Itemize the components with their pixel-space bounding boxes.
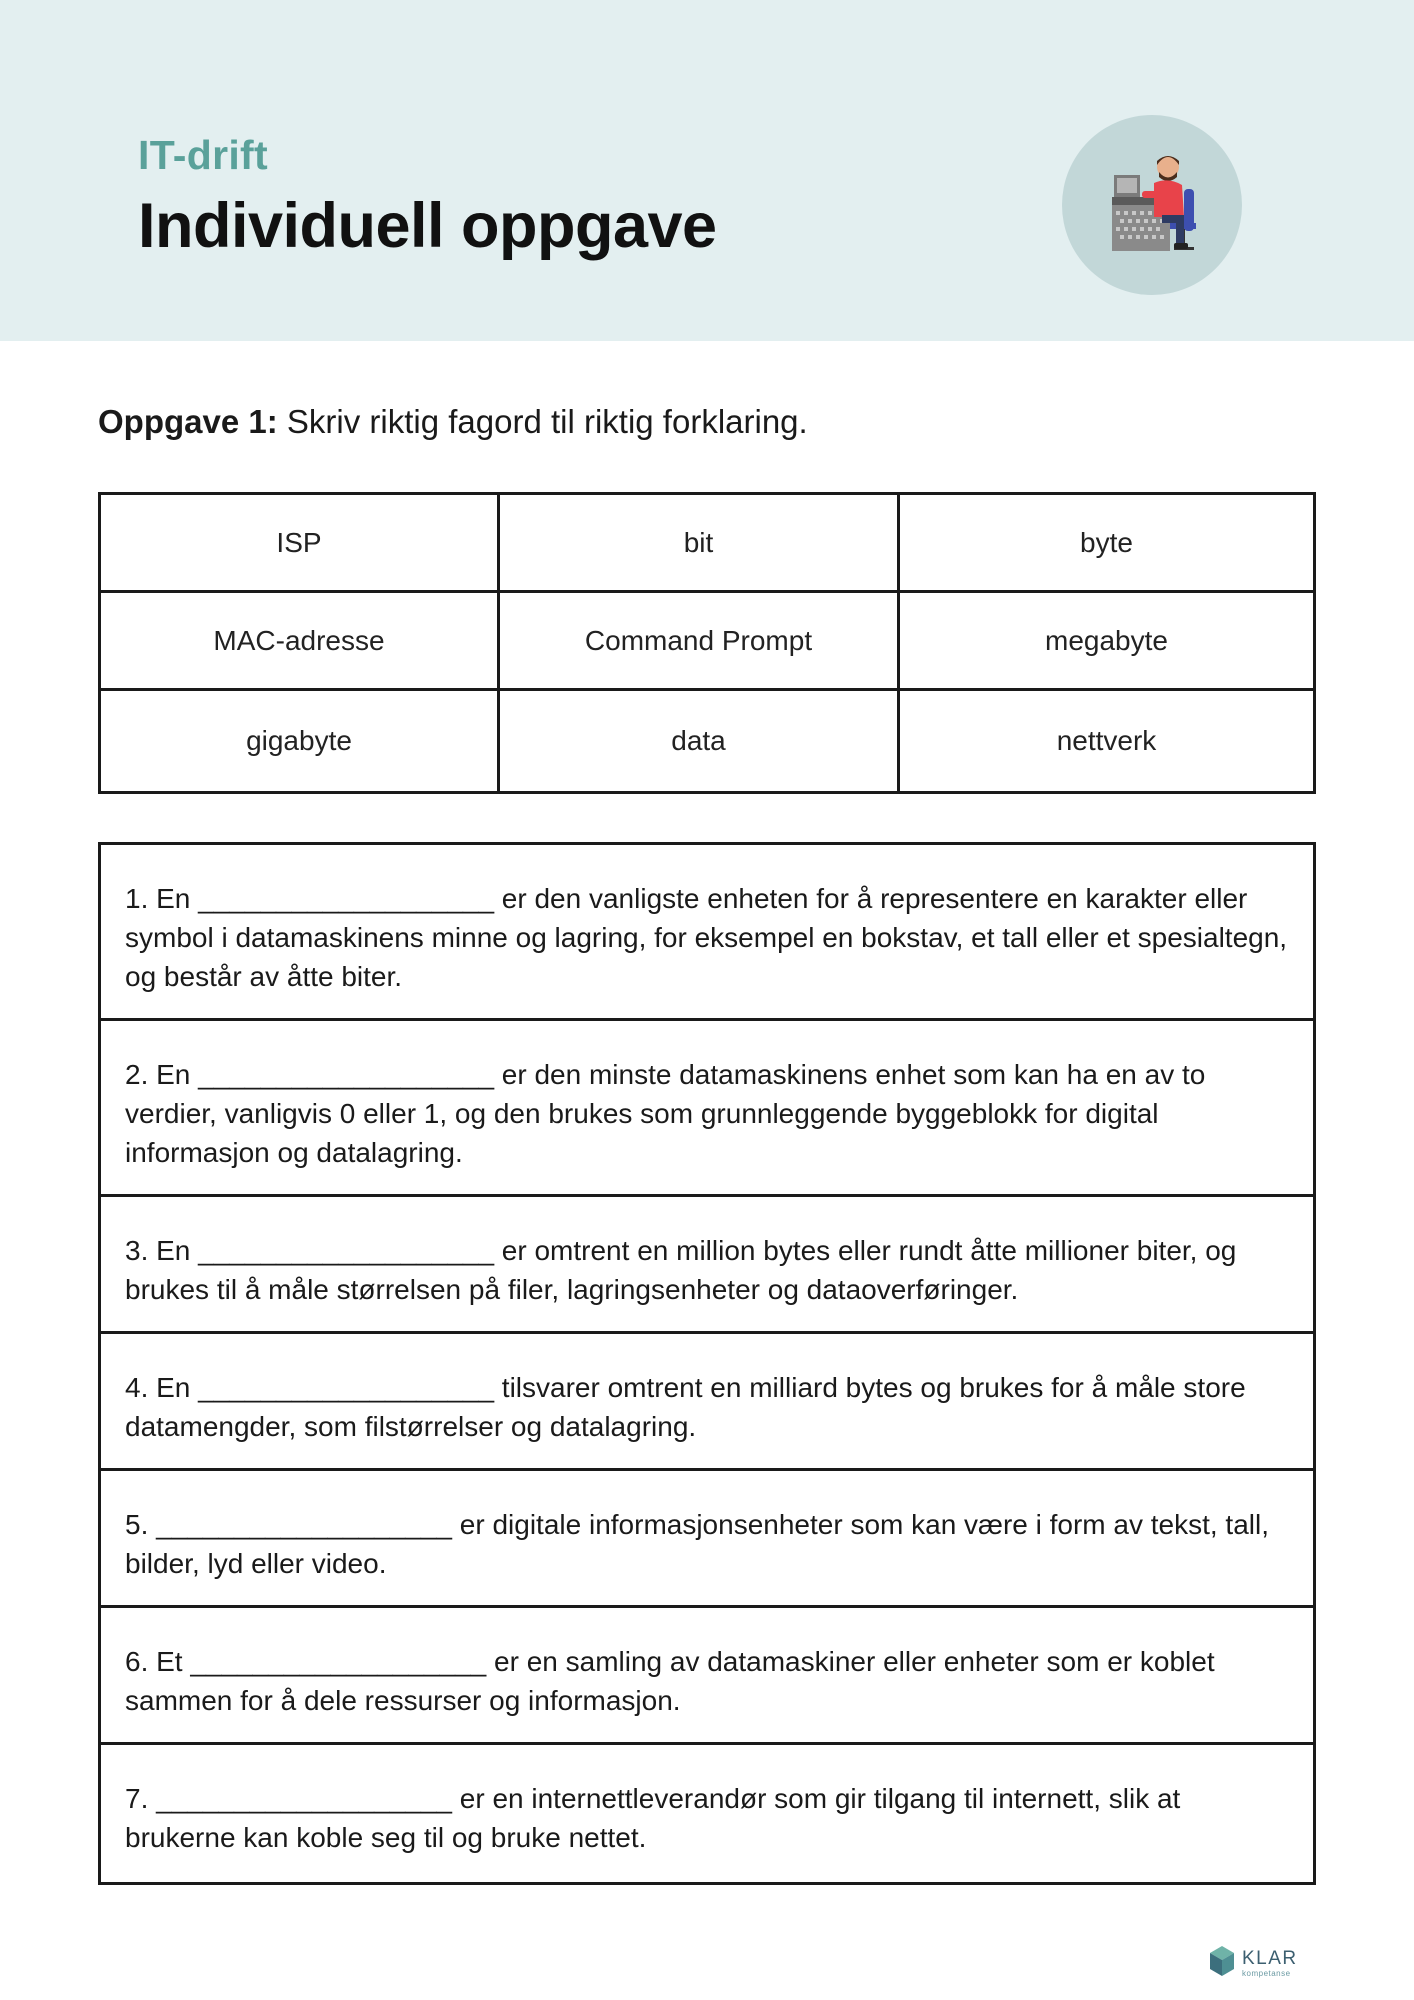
subject-label: IT-drift xyxy=(138,132,268,178)
logo-text: KLAR xyxy=(1242,1948,1298,1969)
word-cell: bit xyxy=(500,495,900,593)
task-heading xyxy=(98,403,808,441)
question-row: 3. En ___________________ er omtrent en million bytes eller rundt åtte millioner biter, og brukes til å måle størrelsen på filer, lagringsenheter og dataoverføringer. xyxy=(101,1197,1313,1334)
question-row: 4. En ___________________ tilsvarer omtrent en milliard bytes og brukes for å måle store datamengder, som filstørrelser og datalagring. xyxy=(101,1334,1313,1471)
task-instruction: Skriv riktig fagord til riktig forklaring. xyxy=(277,403,808,440)
task-label: Oppgave 1: xyxy=(98,403,278,440)
question-row: 6. Et ___________________ er en samling av datamaskiner eller enheter som er koblet sammen for å dele ressurser og informasjon. xyxy=(101,1608,1313,1745)
word-cell: MAC-adresse xyxy=(101,593,500,691)
word-cell: nettverk xyxy=(1056,725,1157,756)
word-cell: Command Prompt xyxy=(500,593,900,691)
word-cell: byte xyxy=(900,495,1313,593)
word-cell: ISP xyxy=(101,495,500,593)
word-bank-table xyxy=(98,492,1316,794)
word-cell: megabyte xyxy=(900,593,1313,691)
page-title: Individuell oppgave xyxy=(138,191,717,261)
word-cell: data xyxy=(500,691,900,791)
header-banner xyxy=(0,0,1414,341)
person-at-computer-icon xyxy=(1062,115,1242,295)
question-row: 5. ___________________ er digitale informasjonsenheter som kan være i form av tekst, tall, bilder, lyd eller video. xyxy=(101,1471,1313,1608)
logo-subtext: kompetanse xyxy=(1242,1969,1291,1978)
question-row: 7. ___________________ er en internettleverandør som gir tilgang til internett, slik at brukerne kan koble seg til og bruke nettet. xyxy=(125,1783,1181,1853)
question-row: 1. En ___________________ er den vanligste enheten for å representere en karakter eller symbol i datamaskinens minne og lagring, for eksempel en bokstav, et tall eller et spesialtegn, og består av åtte biter. xyxy=(101,845,1313,1021)
question-row: 2. En ___________________ er den minste datamaskinens enhet som kan ha en av to verdier, vanligvis 0 eller 1, og den brukes som grunnleggende byggeblokk for digital informasjon og datalagring. xyxy=(101,1021,1313,1197)
word-cell: gigabyte xyxy=(101,691,500,791)
questions-table xyxy=(98,842,1316,1885)
